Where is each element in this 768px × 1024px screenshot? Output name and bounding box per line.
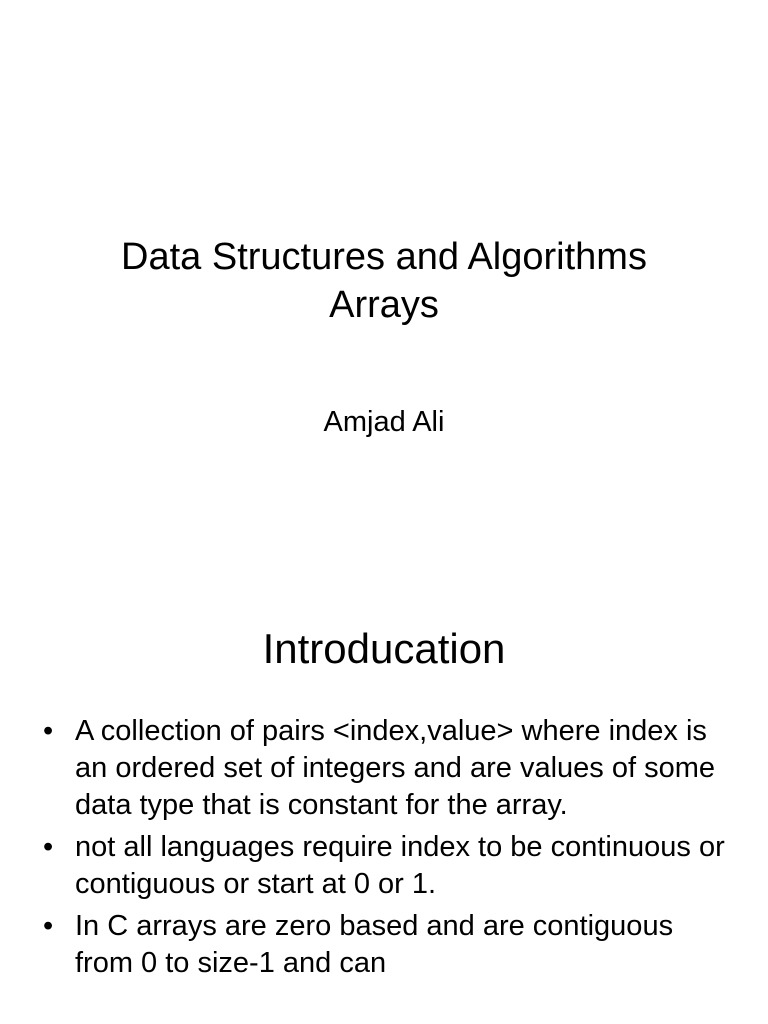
author-name: Amjad Ali: [323, 406, 445, 438]
bullet-text: In C arrays are zero based and are contiguous from 0 to size-1 and can: [75, 910, 674, 979]
bullet-marker: •: [43, 910, 54, 942]
slide-title: [0, 233, 768, 329]
bullet-list: [43, 713, 735, 987]
slide-title-line-2: Arrays: [329, 284, 439, 326]
bullet-item: [43, 829, 735, 903]
slide-title-line-1: Data Structures and Algorithms: [121, 236, 647, 278]
bullet-marker: •: [43, 831, 54, 863]
section-heading: Introducation: [262, 625, 506, 672]
bullet-item: [43, 713, 735, 824]
bullet-text: not all languages require index to be continuous or contiguous or start at 0 or 1.: [75, 831, 725, 900]
bullet-marker: •: [43, 715, 54, 747]
bullet-text: A collection of pairs <index,value> where index is an ordered set of integers and are values of some data type that is constant for the array.: [75, 715, 715, 821]
bullet-item: [43, 908, 735, 982]
